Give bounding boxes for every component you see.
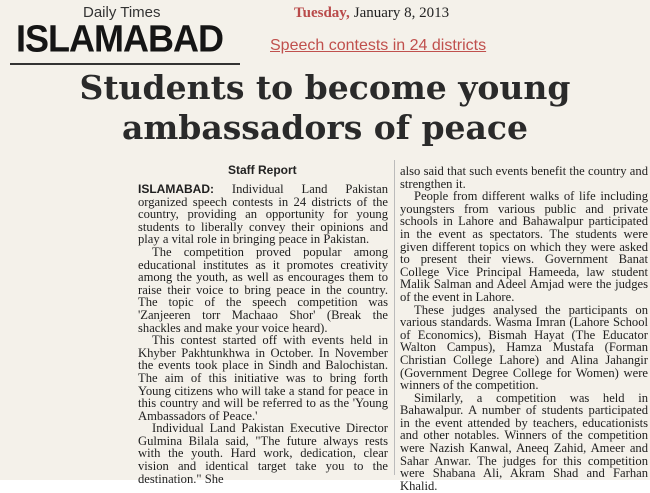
article-column-2: [400, 165, 648, 492]
paragraph-text: Individual Land Pakistan organized speech contests in 24 districts of the country, providing an opportunity for young students to liberally convey their opinions and play a vital role in bringing peace in Pakistan.: [138, 182, 388, 247]
paragraph: Individual Land Pakistan Executive Director Gulmina Bilala said, "The future always rests with the youth. Hard work, dedication, clear vision and identical target take you to the destination." She: [138, 421, 388, 486]
headline-line-1: Students to become young: [79, 68, 571, 107]
paragraph: The competition proved popular among educational institutes as it promotes creativity among the youth, as well as encourages them to raise their voice to bring peace in the country. The topic of the speech competition was 'Zanjeeren torr Machaao Shor' (Break the shackles and make your voice heard).: [138, 244, 388, 335]
article-column-1: [138, 183, 388, 485]
paragraph: also said that such events benefit the country and strengthen it.: [400, 164, 648, 191]
masthead-rule: [10, 63, 240, 65]
article-byline: Staff Report: [228, 163, 297, 177]
edition-city: ISLAMABAD: [16, 16, 223, 60]
issue-date-text: January 8, 2013: [353, 5, 450, 21]
article-dateline: ISLAMABAD:: [138, 182, 214, 196]
paragraph: [138, 183, 388, 246]
paragraph: This contest started off with events held in Khyber Pakhtunkhwa in October. In November the events took place in Sindh and Balochistan. The aim of this initiative was to bring forth Young citizens who will take a stand for peace in this country and will be referred to as the 'Young Ambassadors of Peace.': [138, 333, 388, 423]
paragraph: These judges analysed the participants on various standards. Wasma Imran (Lahore School of Economics), Bismah Hayat (The Educator Walton Campus), Hamza Mustafa (Forman Christian College Lahore) and Alina Jahangir (Government Degree College for Women) were winners of the competition.: [400, 302, 648, 393]
paragraph: Similarly, a competition was held in Bahawalpur. A number of students participated in the event attended by teachers, educationists and other notables. Winners of the competition were Nazish Kanwal, Aneeq Zahid, Ameer and Sahar Anwar. The judges for this competition were Shabana Ali, Akram Shad and Farhan Khalid.: [400, 390, 648, 493]
article-kicker: Speech contests in 24 districts: [270, 37, 487, 54]
article-headline: [0, 68, 650, 148]
issue-day: Tuesday,: [294, 5, 350, 21]
issue-date: [294, 5, 449, 22]
newspaper-name: Daily Times: [83, 4, 161, 21]
headline-line-2: ambassadors of peace: [121, 108, 529, 147]
column-divider: [394, 160, 395, 475]
paragraph: People from different walks of life including youngsters from various public and private schools in Lahore and Bahawalpur participated in the event as spectators. The students were given different topics on which they were asked to present their views. Government Banat College Vice Principal Hameeda, law student Malik Salman and Adeel Amjad were the judges of the event in Lahore.: [400, 189, 648, 304]
